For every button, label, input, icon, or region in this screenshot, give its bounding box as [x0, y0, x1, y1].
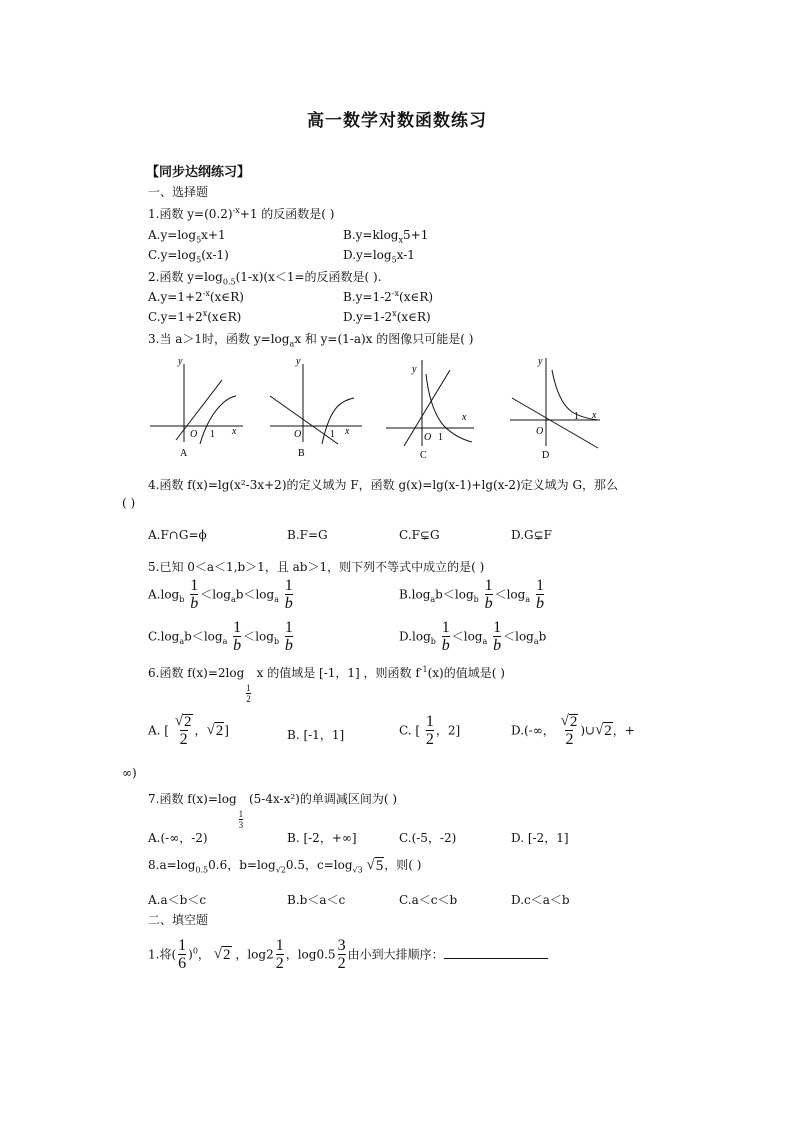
graph-d-y-label: y: [538, 356, 543, 367]
question-3: 3.当 a＞1时，函数 $y=\log_ax$ 和 y=(1-a)x 的图像只可能是( ): [148, 332, 474, 349]
q8-option-c: C.a＜c＜b: [399, 893, 458, 907]
q4-option-d: D.G⊊F: [511, 528, 552, 542]
q2-option-b: $B.y=1-2^{-x}(x\in R)$: [343, 289, 434, 304]
graph-d-origin: O: [536, 426, 544, 437]
q5-option-d: $D.\log_b$ $\frac{1}{b}$ $<\log_a$ $\frac{1}{b}$ $<\log_ab$: [399, 619, 547, 654]
graph-d-x-label: x: [592, 410, 597, 421]
q7-option-a: A.(-∞，-2): [148, 831, 208, 845]
q8-option-d: D.c＜a＜b: [511, 893, 570, 907]
graph-b-y-label: y: [296, 356, 301, 367]
graph-a-y-label: y: [178, 356, 183, 367]
q4-option-b: B.F=G: [287, 528, 328, 542]
q2-option-d: $D.y=1-2^x(x\in R)$: [343, 309, 431, 324]
q6-option-a: A. [ √ 2 2 ， √ 2 ]: [148, 713, 229, 749]
q5-option-c: $C.\log_ab<\log_a$ $\frac{1}{b}$ $<\log_b$ $\frac{1}{b}$: [148, 619, 293, 654]
question-5: 5.已知 0＜a＜1,b＞1，且 ab＞1，则下列不等式中成立的是( ): [148, 560, 485, 574]
graph-c-y-label: y: [412, 364, 417, 375]
graph-a-label: A: [180, 448, 188, 459]
graph-a-origin: O: [190, 429, 198, 440]
graph-a-one: 1: [210, 429, 215, 440]
q1-option-c: $C.y=\log_5(x-1)$: [148, 248, 229, 265]
q4-option-a: A.F∩G=ϕ: [148, 528, 207, 542]
question-6: 6.函数 f(x)=2log $\frac{1}{2}$ x 的值域是 [-1，1] ，则函数 $f^{-1}(x)$的值域是( ): [148, 665, 505, 704]
graph-a: [150, 356, 243, 459]
q7-option-b: B. [-2，+∞]: [287, 831, 357, 845]
q2-option-c: $C.y=1+2^x(x\in R)$: [148, 309, 242, 324]
part-choice-heading: 一、选择题: [148, 185, 209, 199]
question-8: $8.a=\log_{0.5}0.6$，$b=\log_{√2}0.5$，$c=\log_{√3}$ √ 5 ，则( ): [148, 856, 422, 875]
q6-option-d-wrap: ∞): [122, 766, 137, 780]
graph-c-one: 1: [438, 432, 443, 443]
graph-b-label: B: [298, 448, 305, 459]
graph-b-one: 1: [330, 429, 335, 440]
q6-option-d: D.(-∞， √ 2 2 )∪ √ 2 ，+: [511, 713, 635, 749]
q6-option-c: C. [ $\frac{1}{2}$ ，2]: [399, 713, 461, 748]
section-header: 【同步达纲练习】: [146, 165, 251, 180]
fill-question-1: 1.将( $\frac{1}{6}$ )$^0$， √ 2 ，log2 $\frac{1}{2}$ ，log0.5 $\frac{3}{2}$ 由小到大排顺序：: [148, 938, 548, 972]
graph-d-one: 1: [574, 411, 579, 422]
q8-option-a: A.a＜b＜c: [148, 893, 207, 907]
graph-b-origin: O: [294, 429, 302, 440]
q7-option-c: C.(-5，-2): [399, 831, 457, 845]
graph-d-label: D: [542, 450, 550, 461]
q5-option-b: $B.\log_ab<\log_b$ $\frac{1}{b}$ $<\log_a$ $\frac{1}{b}$: [399, 577, 544, 612]
q6-option-b: B. [-1，1]: [287, 728, 345, 742]
graph-c: [386, 360, 474, 461]
graph-b-x-label: x: [345, 426, 350, 437]
part-fill-heading: 二、填空题: [148, 913, 209, 927]
graph-a-x-label: x: [232, 426, 237, 437]
graph-c-label: C: [420, 450, 427, 461]
q7-option-d: D. [-2，1]: [511, 831, 569, 845]
q5-option-a: $A.\log_b$ $\frac{1}{b}$ $<\log_ab<\log_a$ $\frac{1}{b}$: [148, 577, 293, 612]
page-title: 高一数学对数函数练习: [307, 111, 487, 131]
q3-graphs: [140, 350, 620, 462]
graph-d: [510, 356, 600, 461]
answer-blank[interactable]: [444, 946, 548, 959]
question-4: 4.函数 f(x)=lg(x²-3x+2)的定义域为 F，函数 g(x)=lg(x-1)+lg(x-2)定义域为 G，那么: [148, 478, 619, 492]
q1-option-d: $D.y=\log_5x-1$: [343, 248, 415, 265]
q1-option-b: B.y=klog$_x$5+1: [343, 228, 429, 245]
graph-b: [270, 356, 362, 459]
q1-option-a: $A.y=\log_5x+1$: [148, 228, 226, 245]
q2-option-a: $A.y=1+2^{-x}(x\in R)$: [148, 289, 244, 304]
q4-option-c: C.F⊊G: [399, 528, 440, 542]
question-7: 7.函数 f(x)=log $\frac{1}{3}$ (5-4x-x²)的单调减区间为( ): [148, 792, 398, 830]
question-2: 2.函数 $y=\log_{0.5}(1-x)(x<1=$的反函数是( ).: [148, 270, 382, 287]
question-1: 1.函数 $y=(0.2)^{-x}+1$ 的反函数是( ): [148, 206, 335, 221]
graph-c-origin: O: [424, 432, 432, 443]
graph-c-x-label: x: [462, 412, 467, 423]
question-4-blank: ( ): [122, 496, 136, 510]
q8-option-b: B.b＜a＜c: [287, 893, 346, 907]
